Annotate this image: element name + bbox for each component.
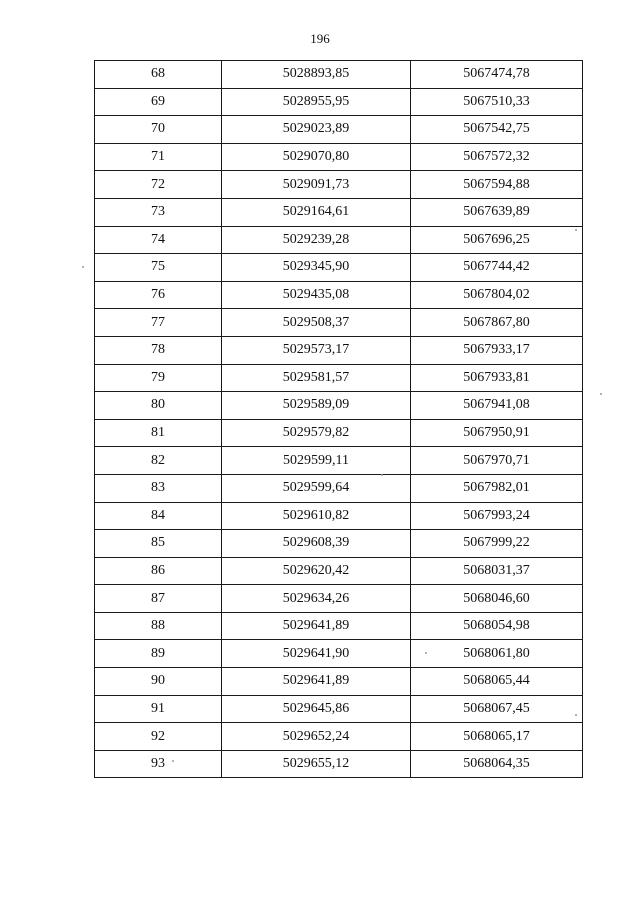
- table-row: [95, 198, 583, 226]
- table-row: [95, 557, 583, 585]
- x-coordinate-cell: 5029023,89: [222, 116, 411, 144]
- table-row: [95, 88, 583, 116]
- x-coordinate-cell: 5029634,26: [222, 585, 411, 613]
- y-coordinate-cell: 5067867,80: [411, 309, 583, 337]
- coordinates-table: [94, 60, 583, 778]
- table-row: [95, 723, 583, 751]
- scan-speck: [575, 714, 577, 716]
- point-number-cell: 76: [95, 281, 222, 309]
- point-number-cell: 87: [95, 585, 222, 613]
- point-number-cell: 86: [95, 557, 222, 585]
- y-coordinate-cell: 5067999,22: [411, 530, 583, 558]
- table-row: [95, 336, 583, 364]
- table-row: [95, 61, 583, 89]
- table-row: [95, 226, 583, 254]
- point-number-cell: 82: [95, 447, 222, 475]
- table-row: [95, 530, 583, 558]
- point-number-cell: 89: [95, 640, 222, 668]
- point-number-cell: 70: [95, 116, 222, 144]
- x-coordinate-cell: 5028955,95: [222, 88, 411, 116]
- x-coordinate-cell: 5029599,11: [222, 447, 411, 475]
- x-coordinate-cell: 5029508,37: [222, 309, 411, 337]
- scan-speck: [172, 760, 174, 762]
- y-coordinate-cell: 5067993,24: [411, 502, 583, 530]
- table-row: [95, 612, 583, 640]
- point-number-cell: 78: [95, 336, 222, 364]
- y-coordinate-cell: 5068064,35: [411, 750, 583, 778]
- table-row: [95, 171, 583, 199]
- x-coordinate-cell: 5029641,90: [222, 640, 411, 668]
- x-coordinate-cell: 5029655,12: [222, 750, 411, 778]
- y-coordinate-cell: 5067933,81: [411, 364, 583, 392]
- table-row: [95, 668, 583, 696]
- table-row: [95, 392, 583, 420]
- point-number-cell: 77: [95, 309, 222, 337]
- y-coordinate-cell: 5067639,89: [411, 198, 583, 226]
- y-coordinate-cell: 5067982,01: [411, 474, 583, 502]
- y-coordinate-cell: 5067572,32: [411, 143, 583, 171]
- x-coordinate-cell: 5029091,73: [222, 171, 411, 199]
- scan-speck: [600, 393, 602, 395]
- point-number-cell: 74: [95, 226, 222, 254]
- point-number-cell: 84: [95, 502, 222, 530]
- x-coordinate-cell: 5029608,39: [222, 530, 411, 558]
- y-coordinate-cell: 5068065,17: [411, 723, 583, 751]
- x-coordinate-cell: 5029610,82: [222, 502, 411, 530]
- x-coordinate-cell: 5028893,85: [222, 61, 411, 89]
- table-row: [95, 281, 583, 309]
- x-coordinate-cell: 5029239,28: [222, 226, 411, 254]
- y-coordinate-cell: 5068046,60: [411, 585, 583, 613]
- table-row: [95, 254, 583, 282]
- table-row: [95, 143, 583, 171]
- y-coordinate-cell: 5068061,80: [411, 640, 583, 668]
- y-coordinate-cell: 5067510,33: [411, 88, 583, 116]
- point-number-cell: 93: [95, 750, 222, 778]
- x-coordinate-cell: 5029070,80: [222, 143, 411, 171]
- point-number-cell: 83: [95, 474, 222, 502]
- x-coordinate-cell: 5029164,61: [222, 198, 411, 226]
- point-number-cell: 90: [95, 668, 222, 696]
- table-row: [95, 419, 583, 447]
- table-row: [95, 309, 583, 337]
- y-coordinate-cell: 5067933,17: [411, 336, 583, 364]
- point-number-cell: 85: [95, 530, 222, 558]
- y-coordinate-cell: 5067804,02: [411, 281, 583, 309]
- point-number-cell: 73: [95, 198, 222, 226]
- scan-speck: [82, 266, 84, 268]
- x-coordinate-cell: 5029641,89: [222, 612, 411, 640]
- x-coordinate-cell: 5029345,90: [222, 254, 411, 282]
- x-coordinate-cell: 5029581,57: [222, 364, 411, 392]
- point-number-cell: 68: [95, 61, 222, 89]
- scan-speck: [425, 652, 427, 654]
- point-number-cell: 88: [95, 612, 222, 640]
- point-number-cell: 72: [95, 171, 222, 199]
- x-coordinate-cell: 5029641,89: [222, 668, 411, 696]
- point-number-cell: 69: [95, 88, 222, 116]
- x-coordinate-cell: 5029579,82: [222, 419, 411, 447]
- y-coordinate-cell: 5067594,88: [411, 171, 583, 199]
- y-coordinate-cell: 5067950,91: [411, 419, 583, 447]
- table-row: [95, 116, 583, 144]
- x-coordinate-cell: 5029589,09: [222, 392, 411, 420]
- point-number-cell: 71: [95, 143, 222, 171]
- y-coordinate-cell: 5068054,98: [411, 612, 583, 640]
- y-coordinate-cell: 5068031,37: [411, 557, 583, 585]
- x-coordinate-cell: 5029645,86: [222, 695, 411, 723]
- point-number-cell: 92: [95, 723, 222, 751]
- x-coordinate-cell: 5029573,17: [222, 336, 411, 364]
- y-coordinate-cell: 5067970,71: [411, 447, 583, 475]
- scan-speck: [575, 229, 577, 231]
- table-row: [95, 695, 583, 723]
- y-coordinate-cell: 5068065,44: [411, 668, 583, 696]
- table-row: [95, 585, 583, 613]
- x-coordinate-cell: 5029599,64: [222, 474, 411, 502]
- point-number-cell: 75: [95, 254, 222, 282]
- table-row: [95, 750, 583, 778]
- scan-speck: [381, 474, 383, 476]
- table-body: [95, 61, 583, 778]
- point-number-cell: 91: [95, 695, 222, 723]
- y-coordinate-cell: 5067474,78: [411, 61, 583, 89]
- y-coordinate-cell: 5068067,45: [411, 695, 583, 723]
- page-number: 196: [310, 31, 330, 46]
- table-row: [95, 364, 583, 392]
- x-coordinate-cell: 5029652,24: [222, 723, 411, 751]
- point-number-cell: 79: [95, 364, 222, 392]
- x-coordinate-cell: 5029435,08: [222, 281, 411, 309]
- table-row: [95, 502, 583, 530]
- y-coordinate-cell: 5067542,75: [411, 116, 583, 144]
- table-row: [95, 447, 583, 475]
- y-coordinate-cell: 5067744,42: [411, 254, 583, 282]
- y-coordinate-cell: 5067941,08: [411, 392, 583, 420]
- table-row: [95, 640, 583, 668]
- x-coordinate-cell: 5029620,42: [222, 557, 411, 585]
- point-number-cell: 80: [95, 392, 222, 420]
- point-number-cell: 81: [95, 419, 222, 447]
- y-coordinate-cell: 5067696,25: [411, 226, 583, 254]
- table-row: [95, 474, 583, 502]
